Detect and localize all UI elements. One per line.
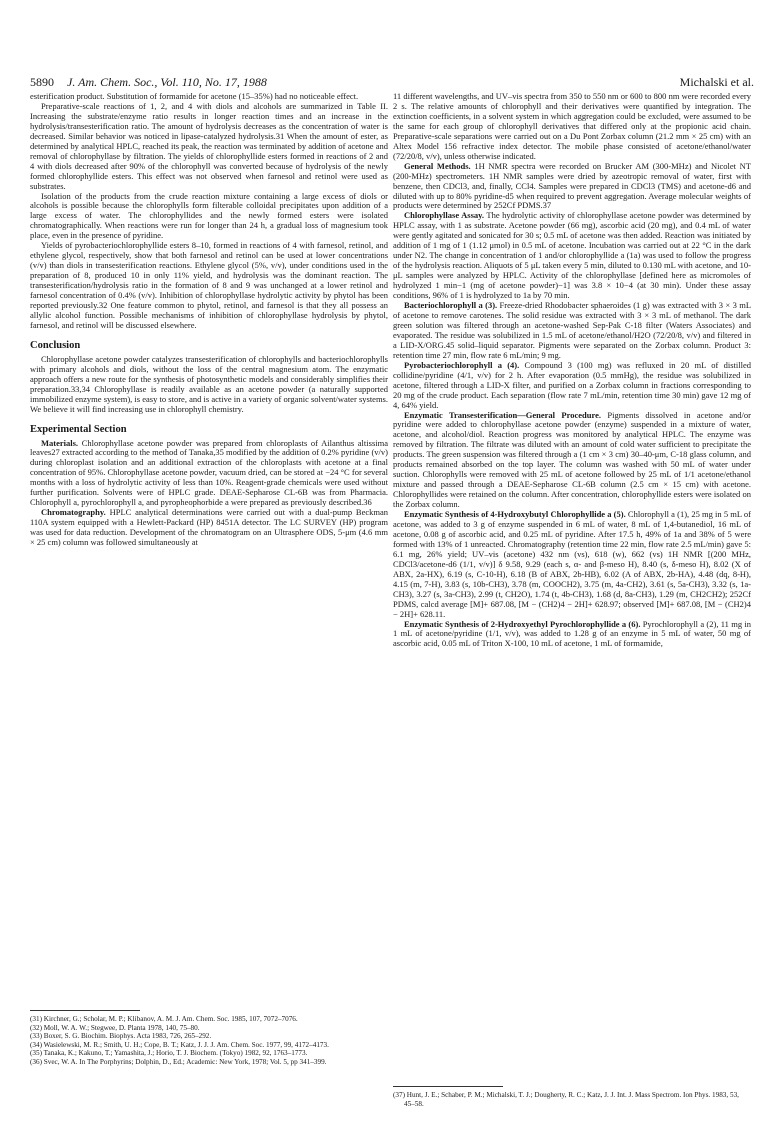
footnotes-left xyxy=(30,1010,388,1066)
paragraph: Isolation of the products from the crude reaction mixture containing a large excess of diols or alcohols is possible because the chlorophylls form filterable colloidal precipitates upon addition of a large excess of water. The chlorophyllides and the newly formed esters were isolated chromatographically. When reactions were run for longer than 24 h, a gradual loss of magnesium took place, even in the presence of pyridine. xyxy=(30,190,388,241)
general-methods-title: General Methods. xyxy=(404,160,471,171)
synthesis-5-paragraph xyxy=(393,510,751,619)
general-methods-text: 1H NMR spectra were recorded on Brucker AM (300-MHz) and Nicolet NT (200-MHz) spectrometers. 1H NMR samples were dried by azeotropic removal of water, first with benzene, then CDCl3, and, finally, CCl4. Samples were prepared in CDCl3 (TMS) and acetone-d6 and diluted with up to 80% pyridine-d5 when required to prevent aggregation. Average molecular weights of products were determined by 252Cf PDMS.37 xyxy=(393,160,751,211)
footnote: (32) Moll, W. A. W.; Stegwee, D. Planta 1978, 140, 75–80. xyxy=(30,1023,200,1032)
header-left xyxy=(30,75,267,90)
footnote: (33) Boxer, S. G. Biochim. Biophys. Acta 1983, 726, 265–292. xyxy=(30,1032,212,1040)
footnotes-right xyxy=(393,1086,751,1108)
materials-text: Chlorophyllase acetone powder was prepared from chloroplasts of Ailanthus altissima leaves27 extracted according to the method of Tanaka,35 modified by the addition of 0.2% pyridine (v/v) during chloroplast isolation and an additional extraction of the chloroplasts with acetone at a final concentration of 95%. Chlorophyllase acetone powder, vacuum dried, can be stored at −24 °C for several months with a loss of hydrolytic activity of less than 10%. Reagent-grade chemicals were used without further purification. Solvents were of HPLC grade. DEAE-Sepharose CL-6B was from Pharmacia. Chlorophyll a, pyrochlorophyll a, and pyropheophorbide a were prepared as previously described.36 xyxy=(30,437,388,508)
conclusion-paragraph: Chlorophyllase acetone powder catalyzes transesterification of chlorophylls and bacteriochlorophylls with primary alcohols and diols, without the loss of the central magnesium atom. The enzymatic approach offers a new route for the synthesis of photosynthetic models and considerably simplifies their preparation.33,34 Chlorophyllase is readily available as an acetone powder (a naturally supported immobilized enzyme system), is easy to store, and is active in a variety of organic solvent/water systems. We believe it will find increasing use in chlorophyll chemistry. xyxy=(30,353,388,414)
chromatography-paragraph xyxy=(30,508,388,548)
assay-title: Chlorophyllase Assay. xyxy=(404,210,485,221)
assay-text: The hydrolytic activity of chlorophyllase acetone powder was determined by HPLC assay, with 1 as substrate. Acetone powder (66 mg), ascorbic acid (20 mg), and 0.4 mL of water were gently agitated and sonicated for 30 s; 0.5 mL of acetone was then added. Reaction was initiated by addition of 1 mg of 1 (1.12 μmol) in 0.5 mL of acetone. Incubation was carried out at 22 °C in the dark under N2. The change in concentration of 1 and/or chlorophyllide a (1a) was used to follow the progress of the hydrolysis reaction. Aliquots of 5 μL taken every 5 min, diluted to 0.130 mL with acetone, and 10-μL samples were analyzed by HPLC. Activity of the chlorophyllase [defined here as micromoles of hydrolyzed 1 min−1 (mg of acetone powder)−1] was 3.8 × 10−4 (at 30 min). Under these assay conditions, 96% of 1 is hydrolyzed to 1a by 70 min. xyxy=(393,210,751,301)
paragraph: esterification product. Substitution of formamide for acetone (15–35%) had no noticeable effect. xyxy=(30,91,359,101)
bacteriochlorophyll-text: Freeze-dried Rhodobacter sphaeroides (1 g) was extracted with 3 × 3 mL of acetone to remove carotenes. The solid residue was extracted with 3 × 3 mL of methanol. The dark green solution was filtered through an acetone-washed Sep-Pak C-18 filter (Waters Associates) and evaporated. The residue was solubilized in 1.5 mL of acetone/ethanol/H2O (72/20/8, v/v) and filtered in a LID-X/ORG.45 solid–liquid separator. Pigments were separated on the Zorbax column. Product 3: retention time 27 min, flow rate 6 mL/min; 9 mg. xyxy=(393,300,752,360)
paragraph: 11 different wavelengths, and UV–vis spectra from 350 to 550 nm or 600 to 800 nm were recorded every 2 s. The relative amounts of chlorophyll and their derivatives were quantified by integration. The extinction coefficients, in a solvent system in which aggregation could be excluded, were assumed to be the same for each group of chlorophyll derivatives that differed only at the propionic acid chain. Preparative-scale separations were carried out on a Du Pont Zorbax column (21.2 mm × 25 cm) with an Altex Model 156 refractive index detector. The mobile phase consisted of acetone/ethanol/water (72/20/8, v/v), unless otherwise indicated. xyxy=(393,91,751,161)
footnote: (35) Tanaka, K.; Kakuno, T.; Yamashita, J.; Horio, T. J. Biochem. (Tokyo) 1982, 92, 1763–1773. xyxy=(30,1049,308,1057)
paragraph: Yields of pyrobacteriochlorophyllide esters 8–10, formed in reactions of 4 with farnesol, retinol, and ethylene glycol, respectively, show that both farnesol and retinol can be used at lower concentrations (v/v) than diols in transesterification reactions. Ethylene glycol (5%, v/v), under conditions used in the preparation of 8, produced 10 in only 11% yield, and hydrolysis was the dominant reaction. The transesterification/hydrolysis ratio in the formation of 8 and 9 was unchanged at a lower retinol and farnesol concentration of 0.4% (v/v). Inhibition of chlorophyllase hydrolytic activity by phytol has been reported previously.32 One feature common to phytol, retinol, and farnesol is that they all possess an allylic alcohol function. Possible mechanisms of inhibition of chlorophyllase hydrolysis by phytol, farnesol, and retinol will be discussed elsewhere. xyxy=(30,240,388,330)
chromatography-title: Chromatography. xyxy=(41,507,106,518)
paragraph: Preparative-scale reactions of 1, 2, and 4 with diols and alcohols are summarized in Table II. Increasing the substrate/enzyme ratio results in longer reaction times and an increase in the hydrolysis/transesterification ratio. The amount of hydrolysis decreases as the concentration of water is decreased. Similar behavior was noticed in lipase-catalyzed hydrolysis.31 When the amount of ester, as determined by analytical HPLC, reached its peak, the reaction was terminated by addition of acetone and removal of chlorophyllase by filtration. The yields of chlorophyllide esters formed in reactions of 2 and 4 with diols decreased after 90% of the chlorophyll was converted because of hydrolysis of the newly formed chlorophyllide esters. This effect was not observed when farnesol and retinol were used as substrates. xyxy=(30,100,388,191)
synthesis-6-text: Pyrochlorophyll a (2), 11 mg in 1 mL of acetone/pyridine (1/1, v/v), was added to 1.28 g of an enzyme in 5 mL of water, 50 mg of ascorbic acid, 0.05 mL of Triton X-100, 10 mL of acetone, 1 mL of formamide, xyxy=(393,618,752,649)
page-number: 5890 xyxy=(30,75,54,89)
header-authors: Michalski et al. xyxy=(679,75,754,89)
pyrobacteriochlorophyll-paragraph xyxy=(393,361,751,411)
footnote-rule xyxy=(393,1086,503,1087)
transesterification-text: Pigments dissolved in acetone and/or pyridine were added to chlorophyllase acetone powder (enzyme) suspended in a mixture of water, acetone, and alcohol/diol. Reaction progress was monitored by analytical HPLC. The enzyme was removed by filtration. The filtrate was diluted with an amount of cold water sufficient to precipitate the products. The green suspension was filtered through a (1 cm × 3 cm) 30–40-μm, C-18 glass column, and products remained absorbed on the top layer. The column was washed with 50 mL of water under suction. Chlorophylls were removed with 25 mL of acetone followed by 25 mL of 1/1 acetone/ethanol mixture and passed through a DEAE-Sepharose CL-6B column (2.5 cm × 15 cm) with acetone. Chlorophyllides were retained on the column. After concentration, chlorophyllide esters were isolated on the Zorbax column. xyxy=(393,409,751,510)
synthesis-5-text: Chlorophyll a (1), 25 mg in 5 mL of acetone, was added to 3 g of enzyme suspended in 6 mL of water, 8 mL of 1,4-butanediol, 16 mL of acetone, 0.08 g of ascorbic acid, and 0.25 mL of pyridine. After 17.5 h, 49% of 1a and 38% of 5 were formed with 13% of 1 unreacted. Chromatography (retention time 22 min, flow rate 2.5 mL/min) gave 5: 6.1 mg, 26% yield; UV–vis (acetone) 432 nm (vs), 618 (w), 662 (vs) 1H NMR [(200 MHz, CDCl3/acetone-d6 (1/1, v/v)] δ 9.58, 9.29 (each s, α- and β-meso H), 8.40 (s, δ-meso H), 8.02 (X of ABX, 2a-HX), 6.19 (s, C-10-H), 6.18 (B of ABX, 2b-HB), 6.02 (A of ABX, 2b-HA), 4.48 (dq, 8-H), 4.15 (m, 7-H), 3.83 (s, 10b-CH3), 3.78 (m, COOCH2), 3.75 (m, 4a-CH2), 3.61 (s, 5a-CH3), 3.32 (s, 1a-CH3), 3.27 (s, 3a-CH3), 2.99 (t, CH2O), 1.74 (t, 4b-CH3), 1.68 (d, 8a-CH3), 1.29 (m, CH2CH2); 252Cf PDMS, calcd average [M]+ 687.08, [M − (CH2)4 − 2H]+ 628.97; observed [M]+ 687.08, [M − (CH2)4 − 2H]+ 628.11. xyxy=(393,509,752,619)
footnote: (37) Hunt, J. E.; Schaber, P. M.; Michalski, T. J.; Dougherty, R. C.; Katz, J. J. Int. J. Mass Spectrom. Ion Phys. 1983, 53, 45–58. xyxy=(393,1091,739,1108)
synthesis-6-title: Enzymatic Synthesis of 2-Hydroxyethyl Pyrochlorophyllide a (6). xyxy=(404,618,641,629)
footnote: (36) Svec, W. A. In The Porphyrins; Dolphin, D., Ed.; Academic: New York, 1978; Vol. 5, pp 341–399. xyxy=(30,1057,327,1066)
left-column xyxy=(30,92,388,548)
bacteriochlorophyll-title: Bacteriochlorophyll a (3). xyxy=(404,300,498,311)
footnote: (31) Kirchner, G.; Scholar, M. P.; Klibanov, A. M. J. Am. Chem. Soc. 1985, 107, 7072–7076. xyxy=(30,1015,298,1023)
materials-paragraph xyxy=(30,439,388,509)
synthesis-5-title: Enzymatic Synthesis of 4-Hydroxybutyl Chlorophyllide a (5). xyxy=(404,509,626,520)
conclusion-heading: Conclusion xyxy=(30,339,81,351)
transesterification-title: Enzymatic Transesterification—General Procedure. xyxy=(404,409,601,420)
pyrobacteriochlorophyll-text: Compound 3 (100 mg) was refluxed in 20 mL of distilled collidine/pyridine (4/1, v/v) for 2 h. After evaporation (0.5 mmHg), the residue was solubilized in acetone, filtered through a LID-X filter, and purified on a Zorbax column in fractions corresponding to 20 mg of the crude product. Each separation (flow rate 7 mL/min, retention time 30 min) gave 12 mg of 4, 64% yield. xyxy=(393,359,752,410)
materials-title: Materials. xyxy=(41,437,79,448)
synthesis-6-paragraph xyxy=(393,620,751,650)
transesterification-paragraph xyxy=(393,411,751,511)
assay-paragraph xyxy=(393,211,751,301)
general-methods-paragraph xyxy=(393,162,751,212)
footnote-rule xyxy=(30,1010,140,1011)
right-column xyxy=(393,92,751,649)
pyrobacteriochlorophyll-title: Pyrobacteriochlorophyll a (4). xyxy=(404,359,520,370)
chromatography-text: HPLC analytical determinations were carried out with a dual-pump Beckman 110A system equipped with a Hewlett-Packard (HP) 8451A detector. The LC SURVEY (HP) program was used for data reduction. Development of the chromatogram on an Ultrasphere ODS, 5-μm (4.6 mm × 25 cm) column was followed simultaneously at xyxy=(30,507,389,548)
footnote: (34) Wasielewski, M. R.; Smith, U. H.; Cope, B. T.; Katz, J. J. J. Am. Chem. Soc. 1977, 99, 4172–4173. xyxy=(30,1040,329,1049)
bacteriochlorophyll-paragraph xyxy=(393,301,751,361)
experimental-heading: Experimental Section xyxy=(30,423,127,435)
journal-citation: J. Am. Chem. Soc., Vol. 110, No. 17, 1988 xyxy=(67,75,267,89)
